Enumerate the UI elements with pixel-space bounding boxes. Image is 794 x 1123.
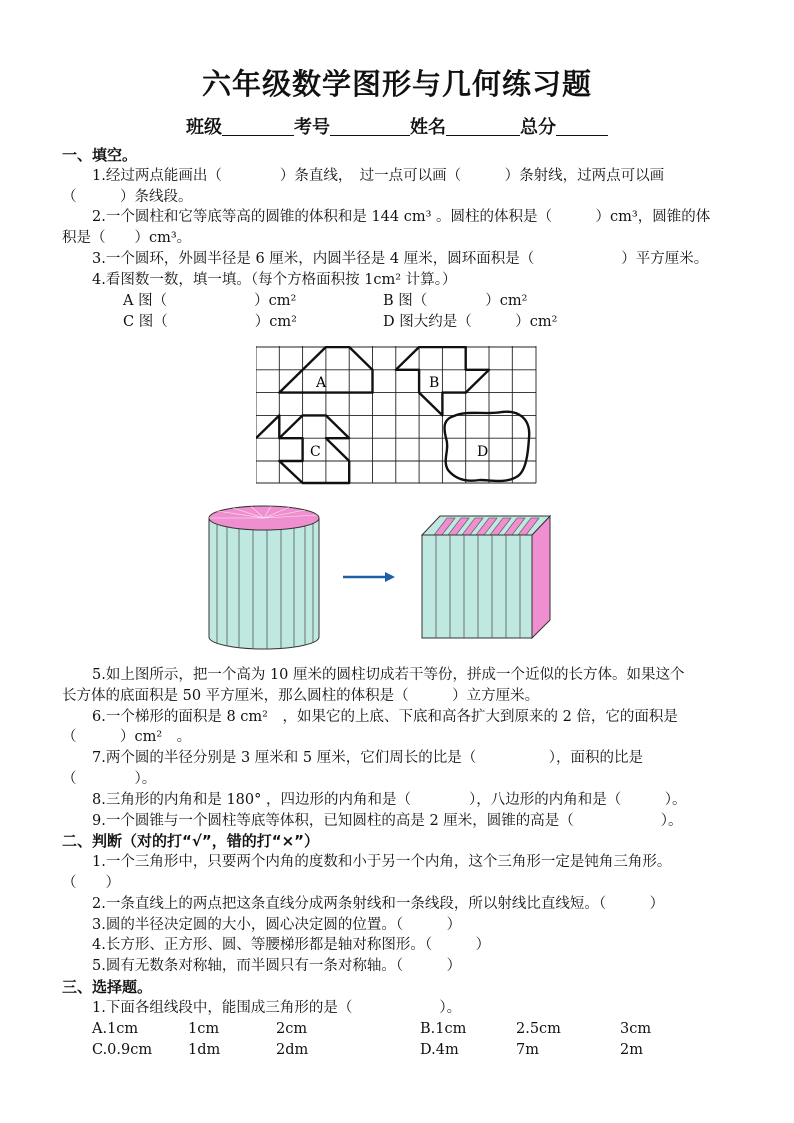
option-d-3: 2m	[620, 1042, 643, 1058]
question-6-line2: （ ）cm² 。	[62, 729, 192, 745]
section3-heading: 三、选择题。	[62, 978, 153, 996]
score-blank[interactable]	[556, 117, 608, 136]
name-label: 姓名	[410, 117, 446, 138]
question-2-line2: 积是（ ）cm³。	[62, 230, 192, 246]
number-label: 考号	[294, 117, 330, 138]
grid-label-a: A	[316, 375, 327, 391]
question-7-line1: 7.两个圆的半径分别是 3 厘米和 5 厘米，它们周长的比是（ ），面积的比是	[92, 750, 643, 766]
cylinder	[209, 506, 319, 649]
judge-3: 3.圆的半径决定圆的大小，圆心决定圆的位置。（ ）	[92, 917, 462, 933]
option-b-3: 3cm	[620, 1021, 652, 1037]
option-b-1: B.1cm	[420, 1021, 467, 1037]
question-5-line1: 5.如上图所示，把一个高为 10 厘米的圆柱切成若干等份，拼成一个近似的长方体。如果这个	[92, 667, 685, 683]
judge-1-line1: 1.一个三角形中，只要两个内角的度数和小于另一个内角，这个三角形一定是钝角三角形。	[92, 854, 672, 870]
question-2-line1: 2.一个圆柱和它等底等高的圆锥的体积和是 144 cm³ 。圆柱的体积是（ ）cm³，圆锥的体	[92, 209, 711, 225]
question-4-c: C 图（ ）cm²	[123, 314, 297, 330]
question-6-line1: 6.一个梯形的面积是 8 cm² ，如果它的上底、下底和高各扩大到原来的 2 倍，它的面积是	[92, 709, 678, 725]
question-7-line2: （ ）。	[62, 771, 157, 787]
grid-label-c: C	[310, 444, 321, 460]
score-label: 总分	[520, 117, 556, 138]
number-blank[interactable]	[330, 117, 410, 136]
question-5-line2: 长方体的底面积是 50 平方厘米，那么圆柱的体积是（ ）立方厘米。	[62, 688, 540, 704]
class-label: 班级	[186, 117, 222, 138]
cylinder-to-cuboid-figure	[205, 505, 590, 655]
option-a-3: 2cm	[276, 1021, 308, 1037]
grid-label-d: D	[477, 444, 489, 460]
cuboid	[422, 516, 550, 638]
page-title: 六年级数学图形与几何练习题	[201, 67, 592, 101]
option-b-2: 2.5cm	[516, 1021, 561, 1037]
judge-1-line2: （ ）	[62, 875, 120, 891]
question-4-d: D 图大约是（ ）cm²	[383, 314, 558, 330]
judge-2: 2.一条直线上的两点把这条直线分成两条射线和一条线段，所以射线比直线短。（ ）	[92, 896, 665, 912]
judge-5: 5.圆有无数条对称轴，而半圆只有一条对称轴。（ ）	[92, 958, 462, 974]
question-4-b: B 图（ ）cm²	[383, 293, 528, 309]
name-blank[interactable]	[446, 117, 520, 136]
question-1-line1: 1.经过两点能画出（ ）条直线， 过一点可以画（ ）条射线，过两点可以画	[92, 168, 665, 184]
section1-heading: 一、填空。	[62, 146, 138, 164]
option-c-3: 2dm	[276, 1042, 309, 1058]
area-grid-figure	[256, 346, 540, 486]
judge-4: 4.长方形、正方形、圆、等腰梯形都是轴对称图形。（ ）	[92, 937, 491, 953]
option-d-2: 7m	[516, 1042, 539, 1058]
question-4: 4.看图数一数，填一填。（每个方格面积按 1cm² 计算。）	[92, 272, 457, 288]
option-c-2: 1dm	[188, 1042, 221, 1058]
shape-c-piece	[256, 415, 279, 438]
choice-1: 1.下面各组线段中，能围成三角形的是（ ）。	[92, 1000, 462, 1016]
grid-lines	[256, 346, 536, 483]
option-a-2: 1cm	[188, 1021, 220, 1037]
option-c-1: C.0.9cm	[92, 1042, 153, 1058]
question-1-line2: （ ）条线段。	[62, 189, 193, 205]
student-info-line	[0, 113, 794, 139]
transform-arrow	[343, 572, 395, 582]
question-3: 3.一个圆环，外圆半径是 6 厘米，内圆半径是 4 厘米，圆环面积是（ ）平方厘米。	[92, 251, 709, 267]
class-blank[interactable]	[222, 117, 294, 136]
section2-heading: 二、判断（对的打“√”，错的打“×”）	[62, 832, 320, 850]
question-8: 8.三角形的内角和是 180° ，四边形的内角和是（ ），八边形的内角和是（ ）。	[92, 792, 687, 808]
grid-label-b: B	[429, 375, 440, 391]
question-4-a: A 图（ ）cm²	[123, 293, 297, 309]
option-d-1: D.4m	[420, 1042, 459, 1058]
question-9: 9.一个圆锥与一个圆柱等底等体积，已知圆柱的高是 2 厘米，圆锥的高是（ ）。	[92, 813, 683, 829]
option-a-1: A.1cm	[92, 1021, 139, 1037]
